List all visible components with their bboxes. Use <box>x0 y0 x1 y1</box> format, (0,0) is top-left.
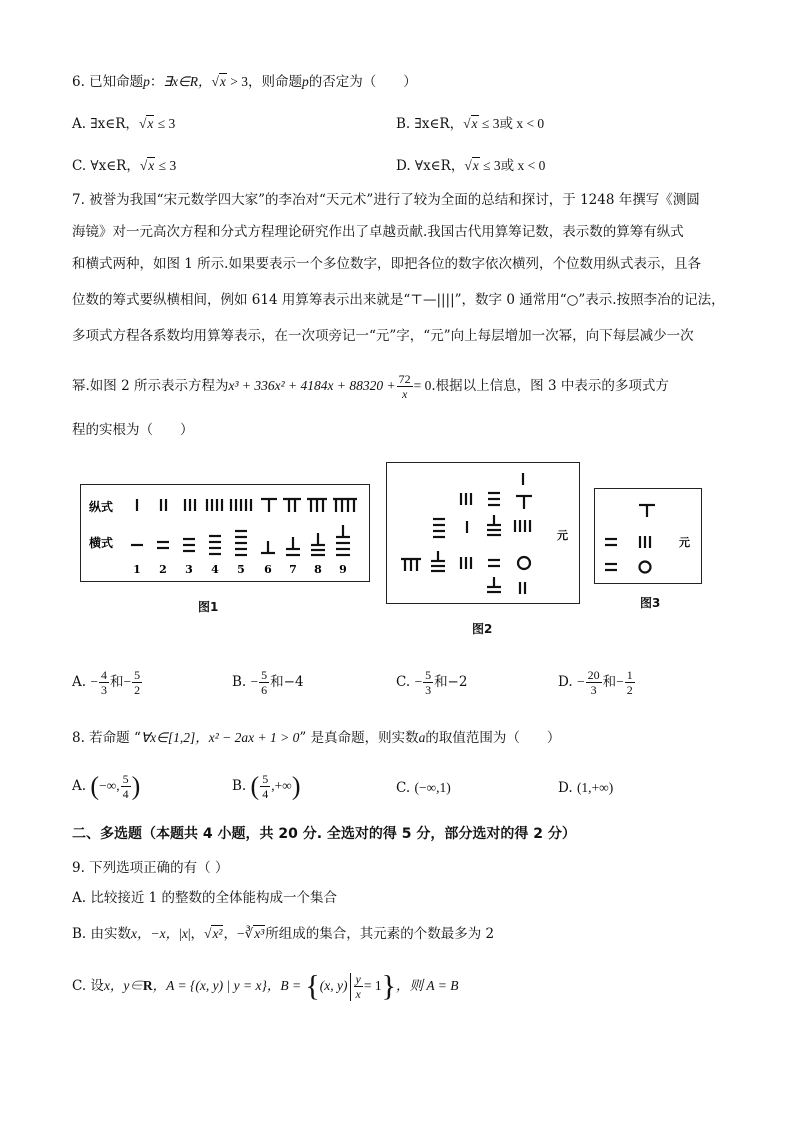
q9-b-prefix: B. 由实数 <box>72 926 132 942</box>
q6-end: 的否定为（ ） <box>308 74 417 90</box>
q6-p2: p <box>302 74 309 89</box>
q7-a-f1-num: 4 <box>100 668 107 682</box>
q8-suffix: ” 是真命题，则实数 <box>299 730 419 746</box>
q7-b-frac1 <box>259 668 269 697</box>
fig1-digit-3: 3 <box>185 563 193 576</box>
q8-stem <box>72 728 560 748</box>
q7-a-and: 和 <box>109 674 124 690</box>
q9-stem: 9. 下列选项正确的有（ ） <box>72 860 229 876</box>
q7-d-f1-num: 20 <box>587 668 600 682</box>
q7-equation-fraction <box>397 372 413 401</box>
q7-option-d[interactable]: D. − $\frac{20}{3}$ 和− $\frac{1}{2}$ <box>558 668 633 697</box>
q6-b-sqrt: x <box>471 116 478 131</box>
q7-c-f1-num: 5 <box>425 668 432 682</box>
q8-option-b[interactable]: B. ( $\frac{5}{4}$ ,+∞) <box>232 771 301 801</box>
q7-c-label: C. <box>396 674 411 690</box>
q7-option-a[interactable]: A. − $\frac{4}{3}$ 和− $\frac{5}{2}$ <box>72 668 141 697</box>
q9-b-comma: ， <box>190 926 205 942</box>
q7-d-f2-num: 1 <box>626 668 633 682</box>
q6-c-sqrt: x <box>148 158 155 173</box>
q8-c-val: (−∞,1) <box>414 780 451 795</box>
q8-a-label: A. <box>72 778 87 794</box>
q7-b-f1-num: 5 <box>261 668 268 682</box>
q7-c-f1-den: 3 <box>425 683 432 697</box>
q8-c-label: C. <box>396 780 411 796</box>
figure-3-rods <box>595 489 701 583</box>
q7-a-f2-num: 5 <box>134 668 141 682</box>
q7-line-2: 海镜》对一元高次方程和分式方程理论研究作出了卓越贡献.我国古代用算筹记数，表示数的算筹有纵式 <box>72 224 684 240</box>
q8-a-num: 5 <box>122 772 129 786</box>
fig1-digit-8: 8 <box>314 563 322 576</box>
q9-c-prefix: C. 设 <box>72 978 104 994</box>
q9-b-abs: x <box>181 926 188 941</box>
fig1-digit-row <box>133 563 347 576</box>
q6-c-cond: C. ∀x∈R， <box>72 158 140 174</box>
q8-b-num: 5 <box>262 772 269 786</box>
q7-d-f1-den: 3 <box>590 683 597 697</box>
fig1-digit-6: 6 <box>264 563 272 576</box>
q9-option-a[interactable]: A. 比较接近 1 的整数的全体能构成一个集合 <box>72 890 338 906</box>
fig2-yuan-label: 元 <box>557 529 568 542</box>
figure-3-box <box>594 488 702 584</box>
q9-c-suffix: ，则 A = B <box>396 978 459 993</box>
q7-line6-suffix: .根据以上信息，图 3 中表示的多项式方 <box>431 378 669 394</box>
q8-d-label: D. <box>558 780 573 796</box>
q6-option-b[interactable]: B. ∃x∈R，√x ≤ 3或 x < 0 <box>396 116 545 132</box>
q8-option-c[interactable] <box>396 778 451 798</box>
q7-line6-prefix: 幂.如图 2 所示表示方程为 <box>72 378 229 394</box>
q7-c-tail: 和−2 <box>434 674 468 690</box>
q7-eq-end: = 0 <box>413 378 432 393</box>
q8-b-label: B. <box>232 778 247 794</box>
q8-b-den: 4 <box>262 787 269 801</box>
q9-b-comma2: ，− <box>223 926 245 941</box>
q8-b-frac <box>260 772 270 801</box>
q9-c-a: ，A = {(x, y) | y = x}，B = <box>152 978 302 993</box>
fig1-digit-2: 2 <box>159 563 167 576</box>
figure-1-caption: 图1 <box>198 600 219 614</box>
q9-c-b-inner: (x, y) <box>319 978 348 993</box>
fig1-vertical-rods <box>137 499 357 512</box>
q6-option-a[interactable]: A. ∃x∈R，√x ≤ 3 <box>72 116 176 132</box>
q7-line-5: 多项式方程各系数均用算筹表示，在一次项旁记一“元”字，“元”向上每层增加一次幂，向下每层减少一次 <box>72 328 694 344</box>
q8-prefix: 8. 若命题 “ <box>72 730 141 746</box>
q7-d-frac2 <box>625 668 635 697</box>
q7-a-frac2 <box>132 668 142 697</box>
fig1-label-horizontal: 横式 <box>89 536 114 550</box>
fig1-digit-9: 9 <box>339 563 347 576</box>
fig1-horizontal-rods <box>131 525 350 555</box>
q7-b-label: B. <box>232 674 247 690</box>
q7-equation: x³ + 336x² + 4184x + 88320 + <box>228 378 396 393</box>
q8-cond: ∀x∈[1,2]， <box>140 730 209 745</box>
q6-a-cond: A. ∃x∈R， <box>72 116 139 132</box>
q7-line-7: 程的实根为（ ） <box>72 422 194 438</box>
q6-cond: ∃x∈R， <box>163 74 212 89</box>
fig3-yuan-label: 元 <box>679 536 690 549</box>
q6-b-tail: ≤ 3或 x < 0 <box>478 116 545 131</box>
q9-b-suffix: 所组成的集合，其元素的个数最多为 2 <box>265 926 495 942</box>
q7-line-4: 位数的筹式要纵横相间，例如 614 用算筹表示出来就是“⊤—||||”，数字 0 通常用“○”表示.按照李冶的记法， <box>72 292 725 308</box>
q7-line-3: 和横式两种，如图 1 所示.如果要表示一个多位数字，即把各位的数字依次横列，个位数用纵式表示，且各 <box>72 256 701 272</box>
q6-d-sqrt: x <box>472 158 479 173</box>
q6-gt: > 3 <box>226 74 248 89</box>
q8-a-frac <box>121 772 131 801</box>
figure-2-caption: 图2 <box>472 622 493 636</box>
q8-d-val: (1,+∞) <box>576 780 614 795</box>
q9-c-b-den: x <box>355 987 361 1001</box>
q6-a-tail: ≤ 3 <box>154 116 176 131</box>
q6-colon: ： <box>149 74 164 90</box>
fig2-zero <box>518 557 530 569</box>
q7-d-label: D. <box>558 674 573 690</box>
q7-c-frac1 <box>423 668 433 697</box>
q6-option-d[interactable]: D. ∀x∈R，√x ≤ 3或 x < 0 <box>396 158 546 174</box>
q8-a-left: −∞, <box>99 778 120 793</box>
q8-a: a <box>418 730 426 745</box>
q7-a-f1-den: 3 <box>100 683 107 697</box>
fig1-digit-1: 1 <box>133 563 141 576</box>
q9-option-b[interactable]: B. 由实数x，−x，|x|，√x²，−∛x³所组成的集合，其元素的个数最多为 2 <box>72 926 495 942</box>
q6-sqrt: x <box>219 74 226 89</box>
q7-b-tail: 和−4 <box>270 674 304 690</box>
q8-b-right: ,+∞ <box>271 778 292 793</box>
q9-c-b-frac <box>354 972 363 1001</box>
q7-b-f1-den: 6 <box>261 683 268 697</box>
figure-2-rods <box>387 463 579 603</box>
fig1-digit-5: 5 <box>237 563 245 576</box>
q6-c-tail: ≤ 3 <box>155 158 177 173</box>
q7-d-frac1 <box>586 668 602 697</box>
q7-line-1: 7. 被誉为我国“宋元数学四大家”的李冶对“天元术”进行了较为全面的总结和探讨，于 1248 年撰写《测圆 <box>72 192 700 208</box>
q7-frac-den: x <box>401 387 408 401</box>
q8-ineq: x² − 2ax + 1 > 0 <box>208 730 300 745</box>
figure-2-box <box>386 462 580 604</box>
q7-option-c[interactable]: C. − $\frac{5}{3}$ 和−2 <box>396 668 468 697</box>
q9-c-b-num: y <box>355 972 361 986</box>
q7-a-label: A. <box>72 674 87 690</box>
figure-3-caption: 图3 <box>640 596 661 610</box>
q9-c-r: R <box>142 978 153 993</box>
q9-c-b-eq: = 1 <box>363 978 382 993</box>
q9-b-sqrt: x² <box>212 926 223 941</box>
q6-a-sqrt: x <box>147 116 154 131</box>
q6-stem-prefix: 6. 已知命题 <box>72 74 144 90</box>
q7-line-6 <box>72 372 669 401</box>
q6-d-cond: D. ∀x∈R， <box>396 158 465 174</box>
q7-option-b[interactable]: B. − $\frac{5}{6}$ 和−4 <box>232 668 304 697</box>
q6-b-cond: B. ∃x∈R， <box>396 116 464 132</box>
q6-option-c[interactable]: C. ∀x∈R，√x ≤ 3 <box>72 158 177 174</box>
fig1-digit-4: 4 <box>211 563 219 576</box>
q6-suffix: ，则命题 <box>248 74 302 90</box>
q6-p: p <box>143 74 150 89</box>
q8-end: 的取值范围为（ ） <box>425 730 561 746</box>
q8-option-a[interactable]: A. (−∞, $\frac{5}{4}$ ) <box>72 771 141 801</box>
section-2-heading: 二、多选题（本题共 4 小题，共 20 分. 全选对的得 5 分，部分选对的得 2 分） <box>72 826 576 842</box>
q6-d-tail: ≤ 3或 x < 0 <box>479 158 546 173</box>
q7-d-f2-den: 2 <box>626 683 633 697</box>
q6-stem: 6. 已知命题p：∃x∈R，√x > 3，则命题p的否定为（ ） <box>72 74 417 90</box>
q7-a-frac1 <box>99 668 109 697</box>
figure-1-rods <box>81 485 369 581</box>
q7-d-and: 和 <box>602 674 617 690</box>
q9-c-math1: x，y∈ <box>103 978 143 993</box>
q9-option-c[interactable]: C. 设x，y∈R，A = {(x, y) | y = x}，B = {(x, y) $\frac{y}{x}$ = 1}，则 A = B <box>72 969 459 1003</box>
fig3-zero <box>640 562 651 573</box>
q7-a-f2-den: 2 <box>134 683 141 697</box>
q9-b-math1: x，−x， <box>131 926 180 941</box>
q8-option-d[interactable] <box>558 778 613 798</box>
fig1-label-vertical: 纵式 <box>89 500 114 514</box>
q8-a-den: 4 <box>122 787 129 801</box>
q9-b-cbrt: x³ <box>254 926 265 941</box>
fig1-digit-7: 7 <box>289 563 297 576</box>
q7-frac-num: 72 <box>398 372 411 386</box>
figure-1-box <box>80 484 370 582</box>
